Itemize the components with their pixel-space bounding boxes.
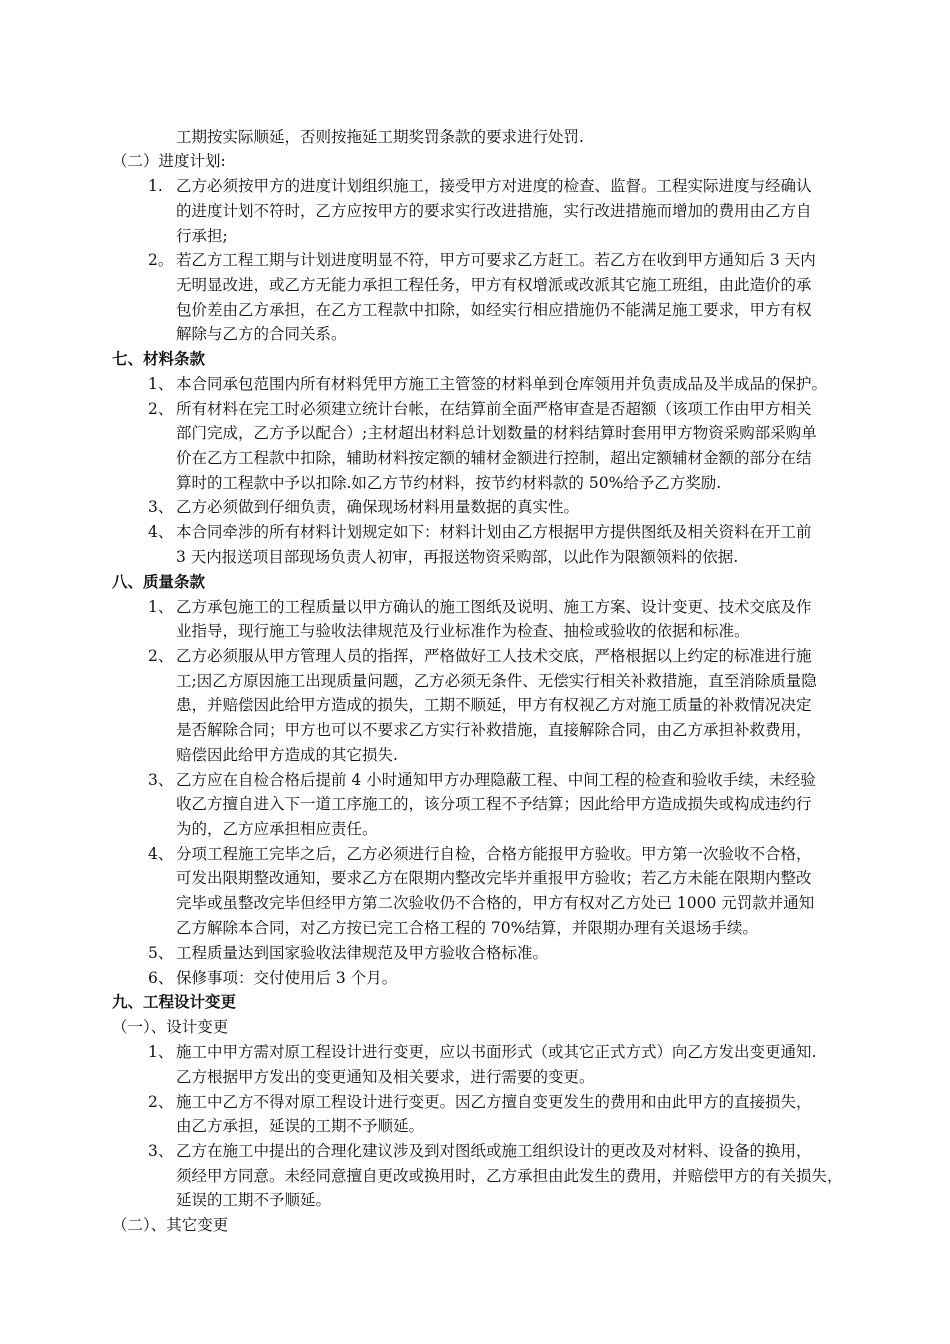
quality-item-num: 2、 (148, 647, 174, 665)
materials-item-line: 所有材料在完工时必须建立统计台帐，在结算前全面严格审查是否超额（该项工作由甲方相关 (176, 400, 812, 418)
materials-item-line: 本合同牵涉的所有材料计划规定如下：材料计划由乙方根据甲方提供图纸及相关资料在开工前 (176, 523, 812, 541)
materials-item-num: 3、 (148, 498, 174, 516)
design-item-num: 2、 (148, 1093, 174, 1111)
section-heading-materials: 七、材料条款 (112, 349, 206, 368)
design-item-line: 施工中甲方需对原工程设计进行变更，应以书面形式（或其它正式方式）向乙方发出变更通知. (176, 1043, 817, 1061)
quality-item-line: 乙方承包施工的工程质量以甲方确认的施工图纸及说明、施工方案、设计变更、技术交底及作 (176, 598, 812, 616)
quality-item-line: 乙方解除本合同，对乙方按已完工合格工程的 70%结算，并限期办理有关退场手续。 (176, 919, 758, 937)
quality-item-line: 为的，乙方应承担相应责任。 (176, 820, 378, 838)
materials-item-line: 3 天内报送项目部现场负责人初审，再报送物资采购部，以此作为限额领料的依据. (176, 548, 739, 566)
design-subheading: （二）、其它变更 (112, 1216, 229, 1234)
materials-item-line: 部门完成，乙方予以配合）;主材超出材料总计划数量的材料结算时套用甲方物资采购部采购单 (176, 424, 817, 442)
design-item-line: 由乙方承担，延误的工期不予顺延。 (176, 1117, 425, 1135)
quality-item-line: 完毕或虽整改完毕但经甲方第二次验收仍不合格的，甲方有权对乙方处已 1000 元罚款并通知 (176, 894, 815, 912)
design-item-line: 施工中乙方不得对原工程设计进行变更。因乙方擅自变更发生的费用和由此甲方的直接损失， (176, 1093, 812, 1111)
progress-item-line: 乙方必须按甲方的进度计划组织施工，接受甲方对进度的检查、监督。工程实际进度与经确认 (176, 177, 812, 195)
design-item-line: 乙方根据甲方发出的变更通知及相关要求，进行需要的变更。 (176, 1068, 595, 1086)
progress-item-num: 1. (148, 177, 163, 195)
quality-item-line: 工程质量达到国家验收法律规范及甲方验收合格标准。 (176, 944, 549, 962)
section-heading-design: 九、工程设计变更 (112, 992, 237, 1011)
quality-item-num: 5、 (148, 944, 174, 962)
quality-item-line: 收乙方擅自进入下一道工序施工的，该分项工程不予结算；因此给甲方造成损失或构成违约行 (176, 795, 812, 813)
design-item-num: 3、 (148, 1142, 174, 1160)
quality-item-line: 是否解除合同；甲方也可以不要求乙方实行补救措施，直接解除合同，由乙方承担补救费用， (176, 721, 812, 739)
materials-item-line: 本合同承包范围内所有材料凭甲方施工主管签的材料单到仓库领用并负责成品及半成品的保护。 (176, 375, 828, 393)
quality-item-line: 工;因乙方原因施工出现质量问题，乙方必须无条件、无偿实行相关补救措施，直至消除质量隐 (176, 672, 817, 690)
design-item-line: 须经甲方同意。未经同意擅自更改或换用时，乙方承担由此发生的费用，并赔偿甲方的有关损失， (176, 1167, 843, 1185)
quality-item-num: 3、 (148, 771, 174, 789)
materials-item-line: 算时的工程款中予以扣除.如乙方节约材料，按节约材料款的 50%给予乙方奖励. (176, 474, 722, 492)
design-item-num: 1、 (148, 1043, 174, 1061)
materials-item-num: 1、 (148, 375, 174, 393)
materials-item-line: 价在乙方工程款中扣除，辅助材料按定额的辅材金额进行控制，超出定额辅材金额的部分在结 (176, 449, 812, 467)
quality-item-line: 乙方必须服从甲方管理人员的指挥，严格做好工人技术交底，严格根据以上约定的标准进行施 (176, 647, 812, 665)
progress-item-num: 2。 (148, 251, 174, 269)
design-item-line: 乙方在施工中提出的合理化建议涉及到对图纸或施工组织设计的更改及对材料、设备的换用， (176, 1142, 812, 1160)
progress-item-line: 解除与乙方的合同关系。 (176, 325, 347, 343)
quality-item-line: 可发出限期整改通知，要求乙方在限期内整改完毕并重报甲方验收；若乙方未能在限期内整改 (176, 869, 812, 887)
progress-item-line: 若乙方工程工期与计划进度明显不符，甲方可要求乙方赶工。若乙方在收到甲方通知后 3 天内 (176, 251, 816, 269)
progress-item-line: 的进度计划不符时，乙方应按甲方的要求实行改进措施，实行改进措施而增加的费用由乙方自 (176, 202, 812, 220)
quality-item-line: 业指导，现行施工与验收法律规范及行业标准作为检查、抽检或验收的依据和标准。 (176, 622, 750, 640)
quality-item-line: 患，并赔偿因此给甲方造成的损失，工期不顺延，甲方有权视乙方对施工质量的补救情况决定 (176, 696, 812, 714)
continuation-line: 工期按实际顺延，否则按拖延工期奖罚条款的要求进行处罚. (176, 128, 584, 146)
design-item-line: 延误的工期不予顺延。 (176, 1191, 332, 1209)
quality-item-line: 分项工程施工完毕之后，乙方必须进行自检，合格方能报甲方验收。甲方第一次验收不合格， (176, 845, 812, 863)
materials-item-line: 乙方必须做到仔细负责，确保现场材料用量数据的真实性。 (176, 498, 580, 516)
section-heading-quality: 八、质量条款 (112, 572, 206, 591)
progress-item-line: 行承担; (176, 227, 228, 245)
design-subheading: （一）、设计变更 (112, 1018, 229, 1036)
quality-item-line: 乙方应在自检合格后提前 4 小时通知甲方办理隐蔽工程、中间工程的检查和验收手续，未经验 (176, 771, 816, 789)
quality-item-line: 赔偿因此给甲方造成的其它损失. (176, 746, 398, 764)
quality-item-num: 4、 (148, 845, 174, 863)
progress-item-line: 无明显改进，或乙方无能力承担工程任务，甲方有权增派或改派其它施工班组，由此造价的承 (176, 276, 812, 294)
quality-item-line: 保修事项：交付使用后 3 个月。 (176, 969, 398, 987)
materials-item-num: 4、 (148, 523, 174, 541)
progress-item-line: 包价差由乙方承担，在乙方工程款中扣除，如经实行相应措施仍不能满足施工要求，甲方有权 (176, 301, 812, 319)
progress-heading: （二）进度计划: (112, 152, 226, 170)
materials-item-num: 2、 (148, 400, 174, 418)
quality-item-num: 1、 (148, 598, 174, 616)
quality-item-num: 6、 (148, 969, 174, 987)
